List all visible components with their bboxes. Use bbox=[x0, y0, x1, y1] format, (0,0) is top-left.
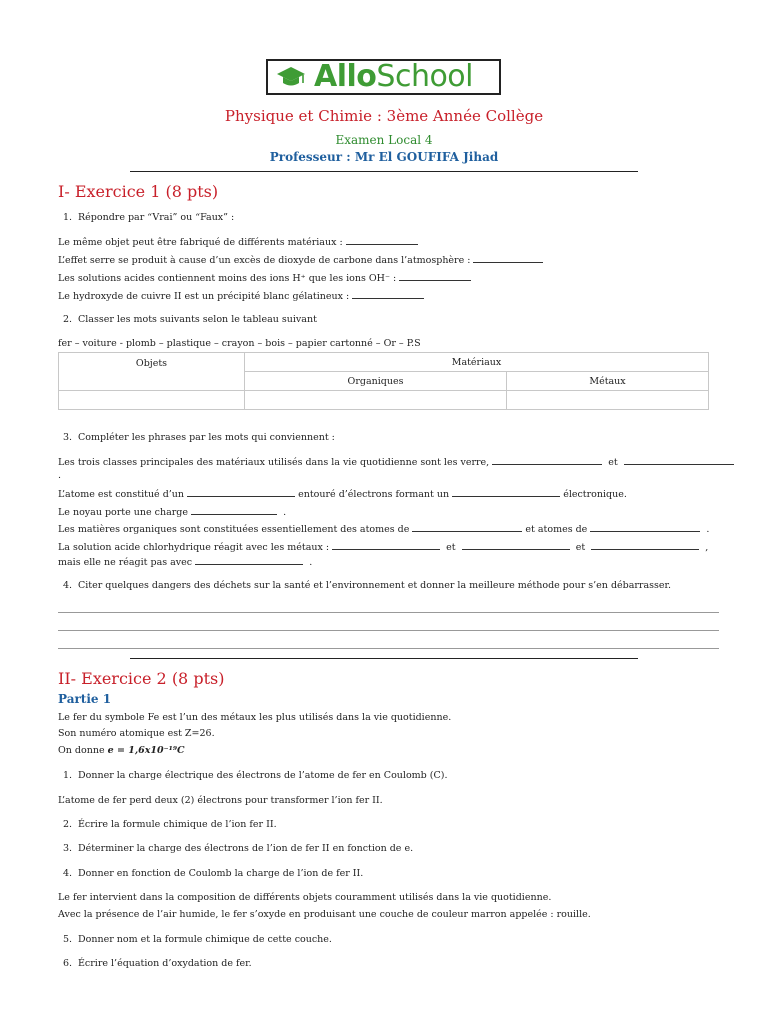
sentence-text: Le noyau porte une charge bbox=[58, 507, 188, 518]
question-number: 2. bbox=[63, 314, 73, 325]
sentence-text: et bbox=[608, 457, 618, 468]
logo-text-allo: Allo bbox=[314, 59, 377, 94]
fill-in-line bbox=[58, 506, 286, 519]
column-materiaux: Matériaux bbox=[245, 353, 709, 372]
statement-text: Avec la présence de l’air humide, le fer s’oxyde en produisant une couche de couleur marron appelée : rouille. bbox=[58, 909, 591, 920]
elementary-charge-formula: e = 1,6x10⁻¹⁹C bbox=[107, 745, 185, 756]
question-text: Écrire la formule chimique de l’ion fer II. bbox=[78, 819, 277, 830]
statement-text: Le même objet peut être fabriqué de différents matériaux : bbox=[58, 237, 343, 248]
section-divider bbox=[130, 658, 638, 659]
fill-in-line bbox=[58, 541, 708, 554]
graduation-cap-icon bbox=[276, 65, 306, 89]
sentence-text: Les trois classes principales des matériaux utilisés dans la vie quotidienne sont les verre, bbox=[58, 457, 490, 468]
question-number: 4. bbox=[63, 868, 73, 879]
table-cell[interactable] bbox=[245, 391, 507, 410]
answer-blank[interactable] bbox=[332, 541, 440, 550]
sentence-text: électronique. bbox=[563, 489, 627, 500]
question-text: Répondre par “Vrai” ou “Faux” : bbox=[78, 212, 235, 223]
fill-in-line bbox=[58, 456, 734, 469]
sentence-text: L’atome est constitué d’un bbox=[58, 489, 185, 500]
sentence-text: . bbox=[283, 507, 287, 518]
question-number: 3. bbox=[63, 432, 73, 443]
fill-in-line-end: . bbox=[58, 470, 62, 481]
sentence-text: et atomes de bbox=[525, 524, 588, 535]
statement-text: Le fer intervient dans la composition de différents objets couramment utilisés dans la vie quotidienne. bbox=[58, 892, 552, 903]
table-cell[interactable] bbox=[507, 391, 709, 410]
answer-blank[interactable] bbox=[590, 523, 700, 532]
question-text: Écrire l’équation d’oxydation de fer. bbox=[78, 958, 252, 969]
question-text: Donner en fonction de Coulomb la charge de l’ion de fer II. bbox=[78, 868, 364, 879]
question-number: 6. bbox=[63, 958, 73, 969]
question-text: Déterminer la charge des électrons de l’ion de fer II en fonction de e. bbox=[78, 843, 414, 854]
header-divider bbox=[130, 171, 638, 172]
intro-text: Le fer du symbole Fe est l’un des métaux les plus utilisés dans la vie quotidienne. bbox=[58, 712, 452, 723]
answer-blank[interactable] bbox=[352, 290, 424, 299]
statement-text: L’effet serre se produit à cause d’un excès de dioxyde de carbone dans l’atmosphère : bbox=[58, 255, 471, 266]
answer-blank[interactable] bbox=[195, 556, 303, 565]
table-cell[interactable] bbox=[59, 391, 245, 410]
sentence-text: et bbox=[575, 542, 586, 553]
question-number: 4. bbox=[63, 580, 73, 591]
answer-blank[interactable] bbox=[473, 254, 543, 263]
column-objets: Objets bbox=[59, 353, 245, 391]
question-text: Classer les mots suivants selon le tableau suivant bbox=[78, 314, 317, 325]
statement-text: Le hydroxyde de cuivre II est un précipité blanc gélatineux : bbox=[58, 291, 350, 302]
true-false-item bbox=[58, 254, 543, 267]
answer-blank[interactable] bbox=[346, 236, 418, 245]
professor-name: Professeur : Mr El GOUFIFA Jihad bbox=[269, 150, 499, 164]
page-title: Physique et Chimie : 3ème Année Collège bbox=[224, 107, 544, 125]
answer-blank[interactable] bbox=[191, 506, 277, 515]
logo-text-school: School bbox=[376, 59, 474, 94]
exam-subtitle: Examen Local 4 bbox=[335, 133, 433, 147]
writing-line[interactable] bbox=[58, 648, 719, 649]
question-number: 1. bbox=[63, 770, 73, 781]
given-constant bbox=[58, 745, 185, 757]
sentence-text: . bbox=[309, 557, 313, 568]
statement-text: L’atome de fer perd deux (2) électrons pour transformer l’ion fer II. bbox=[58, 795, 383, 806]
question-number: 2. bbox=[63, 819, 73, 830]
true-false-item bbox=[58, 290, 424, 303]
sentence-text: La solution acide chlorhydrique réagit avec les métaux : bbox=[58, 542, 330, 553]
answer-blank[interactable] bbox=[591, 541, 699, 550]
writing-line[interactable] bbox=[58, 612, 719, 613]
question-text: Donner la charge électrique des électrons de l’atome de fer en Coulomb (C). bbox=[78, 770, 448, 781]
statement-text: Les solutions acides contiennent moins des ions H⁺ que les ions OH⁻ : bbox=[58, 273, 397, 284]
partie-1-heading: Partie 1 bbox=[58, 692, 112, 706]
question-number: 1. bbox=[63, 212, 73, 223]
sentence-text: entouré d’électrons formant un bbox=[298, 489, 450, 500]
answer-blank[interactable] bbox=[187, 488, 295, 497]
fill-in-line bbox=[58, 556, 312, 569]
sentence-text: , bbox=[705, 542, 709, 553]
word-list: fer – voiture - plomb – plastique – crayon – bois – papier cartonné – Or – P.S bbox=[58, 338, 421, 349]
question-number: 3. bbox=[63, 843, 73, 854]
sentence-text: mais elle ne réagit pas avec bbox=[58, 557, 193, 568]
answer-blank[interactable] bbox=[492, 456, 602, 465]
question-text: Compléter les phrases par les mots qui conviennent : bbox=[78, 432, 335, 443]
sentence-text: . bbox=[706, 524, 710, 535]
answer-blank[interactable] bbox=[399, 272, 471, 281]
answer-blank[interactable] bbox=[462, 541, 570, 550]
answer-blank[interactable] bbox=[624, 456, 734, 465]
fill-in-line bbox=[58, 523, 709, 536]
given-label: On donne bbox=[58, 745, 105, 756]
answer-blank[interactable] bbox=[412, 523, 522, 532]
question-text: Donner nom et la formule chimique de cette couche. bbox=[78, 934, 332, 945]
fill-in-line bbox=[58, 488, 627, 501]
column-organiques: Organiques bbox=[245, 372, 507, 391]
column-metaux: Métaux bbox=[507, 372, 709, 391]
true-false-item bbox=[58, 272, 471, 285]
sentence-text: Les matières organiques sont constituées essentiellement des atomes de bbox=[58, 524, 410, 535]
question-number: 5. bbox=[63, 934, 73, 945]
writing-line[interactable] bbox=[58, 630, 719, 631]
intro-text: Son numéro atomique est Z=26. bbox=[58, 728, 215, 739]
true-false-item bbox=[58, 236, 418, 249]
question-text: Citer quelques dangers des déchets sur la santé et l’environnement et donner la meilleure méthode pour s’en débarrasser. bbox=[78, 580, 672, 591]
sentence-text: et bbox=[446, 542, 456, 553]
answer-blank[interactable] bbox=[452, 488, 560, 497]
exercise-1-heading: I- Exercice 1 (8 pts) bbox=[58, 182, 219, 201]
classification-table bbox=[58, 352, 709, 410]
exercise-2-heading: II- Exercice 2 (8 pts) bbox=[58, 669, 225, 688]
alloschool-logo bbox=[266, 59, 501, 95]
